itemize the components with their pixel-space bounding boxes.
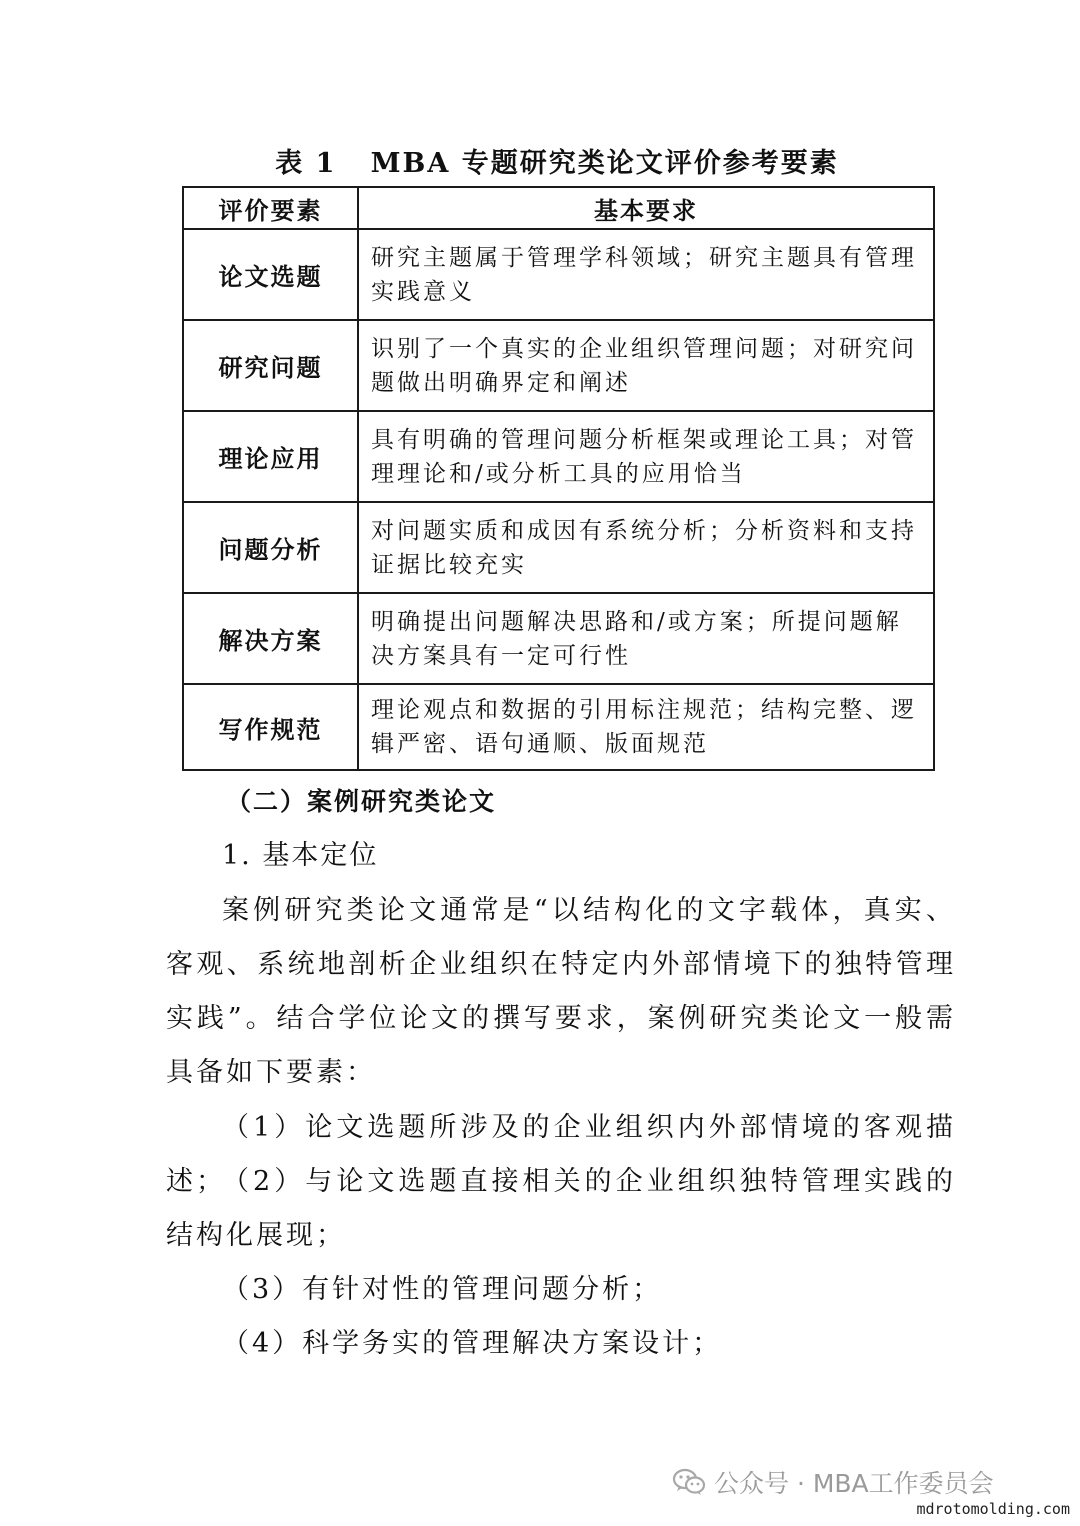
requirement-cell: 明确提出问题解决思路和/或方案；所提问题解决方案具有一定可行性 (358, 593, 934, 684)
table-caption: 表 1 MBA 专题研究类论文评价参考要素 (275, 148, 839, 179)
factor-cell: 解决方案 (183, 593, 358, 684)
subsection-heading: 1. 基本定位 (222, 840, 379, 871)
evaluation-table (182, 186, 935, 771)
table-row (183, 593, 934, 684)
site-mark: mdrotomolding.com (916, 1500, 1070, 1518)
watermark-text: 公众号 · MBA工作委员会 (714, 1469, 994, 1498)
list-item: （3）有针对性的管理问题分析； (222, 1274, 663, 1305)
list-item: （4）科学务实的管理解决方案设计； (222, 1328, 723, 1359)
requirement-cell: 对问题实质和成因有系统分析；分析资料和支持证据比较充实 (358, 502, 934, 593)
table-row (183, 411, 934, 502)
list-item: （2）与论文选题直接相关的企业组织独特管理实践的结构化展现； (166, 1166, 956, 1251)
table-row (183, 320, 934, 411)
factor-cell: 论文选题 (183, 229, 358, 320)
requirement-cell: 具有明确的管理问题分析框架或理论工具；对管理理论和/或分析工具的应用恰当 (358, 411, 934, 502)
watermark (672, 1463, 994, 1501)
requirement-cell: 理论观点和数据的引用标注规范；结构完整、逻辑严密、语句通顺、版面规范 (358, 684, 934, 770)
requirement-cell: 识别了一个真实的企业组织管理问题；对研究问题做出明确界定和阐述 (358, 320, 934, 411)
table-row (183, 229, 934, 320)
table-row (183, 684, 934, 770)
table-row (183, 502, 934, 593)
factor-cell: 研究问题 (183, 320, 358, 411)
intro-paragraph: 案例研究类论文通常是“以结构化的文字载体，真实、客观、系统地剖析企业组织在特定内外部情境下的独特管理实践”。结合学位论文的撰写要求，案例研究类论文一般需具备如下要素： (166, 895, 956, 1088)
factor-cell: 理论应用 (183, 411, 358, 502)
table-header-row (183, 187, 934, 229)
requirement-cell: 研究主题属于管理学科领域；研究主题具有管理实践意义 (358, 229, 934, 320)
column-header-factor: 评价要素 (183, 187, 358, 229)
factor-cell: 写作规范 (183, 684, 358, 770)
column-header-requirement: 基本要求 (358, 187, 934, 229)
factor-cell: 问题分析 (183, 502, 358, 593)
list-item: （1）论文选题所涉及的企业组织内外部情境的客观描述； (166, 1112, 956, 1197)
section-heading: （二）案例研究类论文 (226, 787, 497, 816)
wechat-icon (672, 1467, 706, 1497)
